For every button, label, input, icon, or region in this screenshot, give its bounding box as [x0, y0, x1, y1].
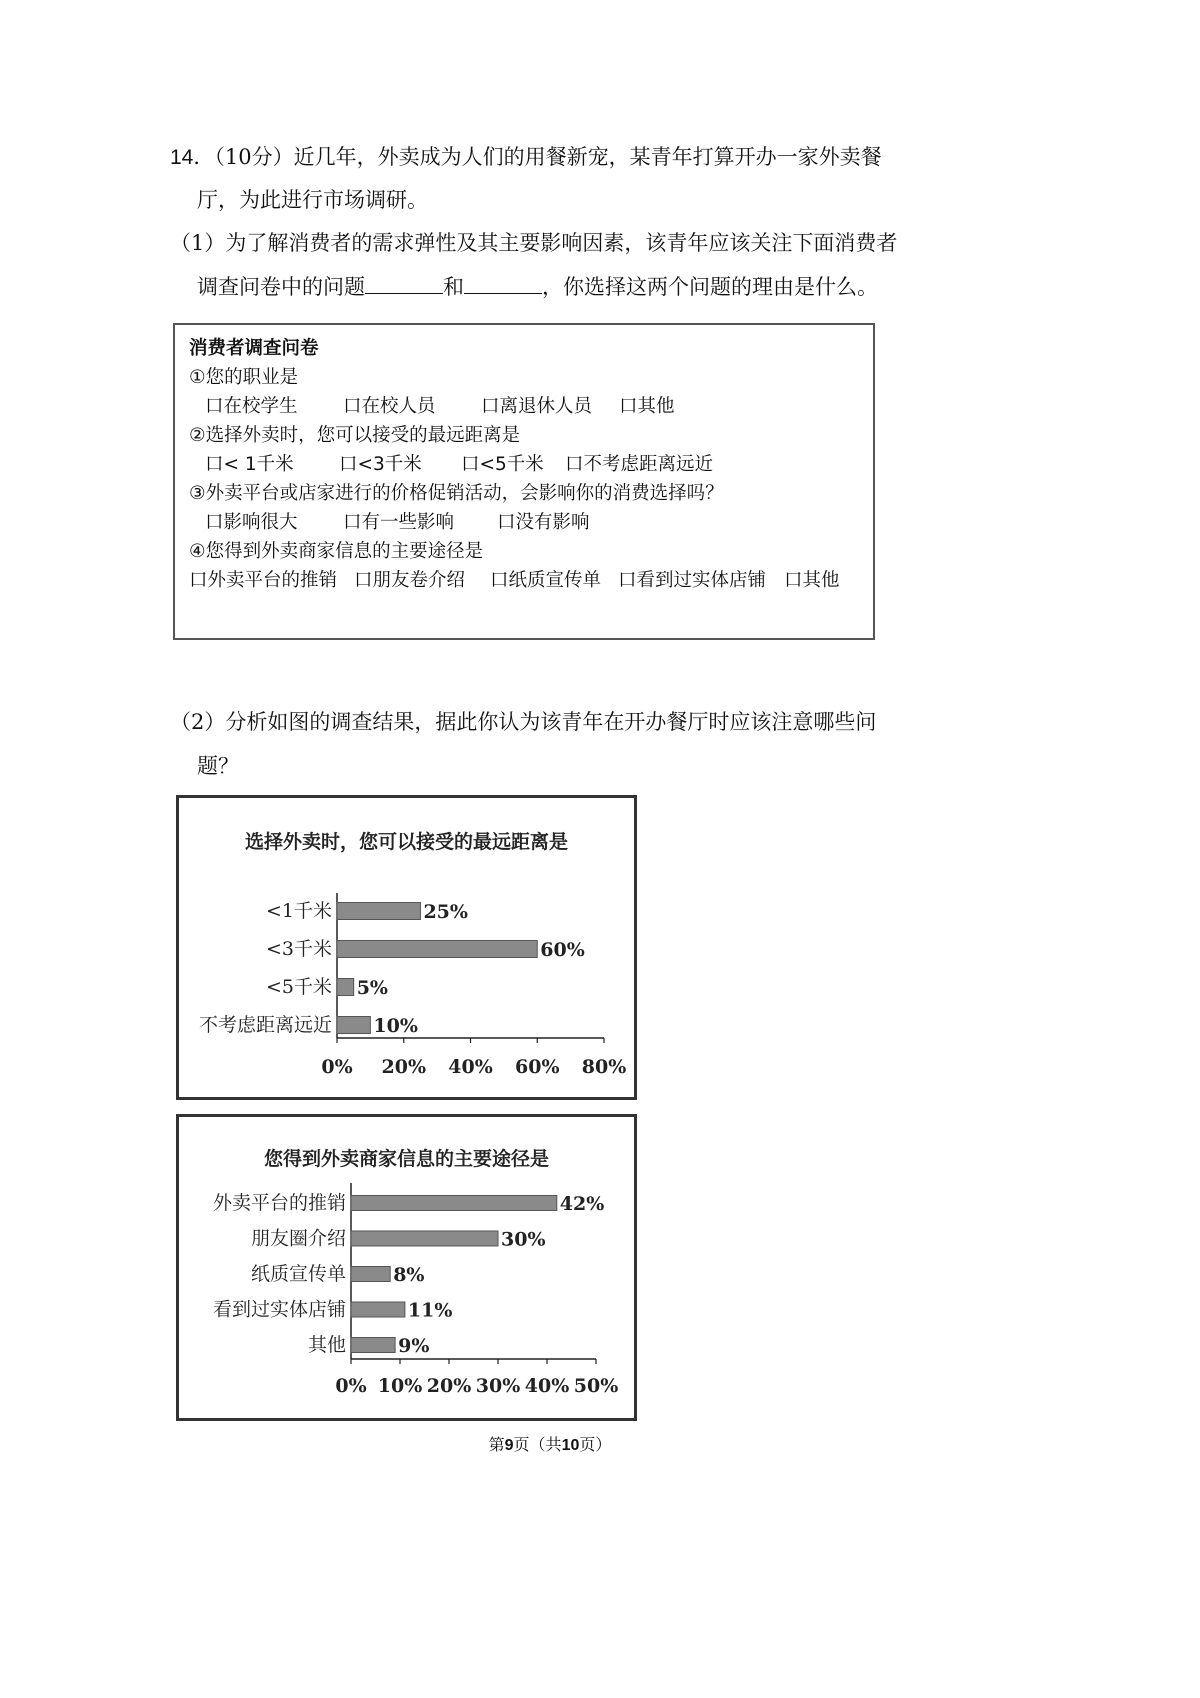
page-total: 10	[561, 1437, 580, 1454]
bar	[337, 979, 354, 996]
option: 口其他	[784, 570, 840, 591]
option: 口在校学生	[205, 396, 298, 417]
bar	[351, 1267, 390, 1282]
option: 口离退休人员	[481, 396, 593, 417]
bar-value-label: 5%	[356, 977, 388, 999]
question-header	[170, 143, 882, 172]
page-footer	[0, 1432, 1100, 1455]
info-channel-chart	[176, 1114, 637, 1421]
bar-value-label: 42%	[559, 1193, 605, 1215]
bar	[337, 903, 420, 920]
questionnaire-q4-options	[189, 569, 840, 593]
x-tick-label: 30%	[475, 1375, 521, 1397]
footer-text: 第	[488, 1435, 505, 1454]
part2-line-1: （2）分析如图的调查结果，据此你认为该青年在开办餐厅时应该注意哪些问	[170, 710, 877, 734]
x-tick-label: 50%	[573, 1375, 619, 1397]
questionnaire-q1: ①您的职业是	[189, 367, 299, 388]
x-tick-label: 80%	[581, 1056, 627, 1078]
answer-blank-2[interactable]	[464, 273, 542, 294]
option: 口有一些影响	[343, 512, 455, 533]
questionnaire-q4: ④您得到外卖商家信息的主要途径是	[189, 541, 484, 562]
category-label: <5千米	[265, 976, 332, 998]
option: 口没有影响	[497, 512, 590, 533]
x-tick-label: 20%	[381, 1056, 426, 1078]
bar	[337, 941, 537, 958]
bar-value-label: 11%	[407, 1299, 453, 1322]
chart-title: 选择外卖时，您可以接受的最远距离是	[244, 831, 569, 853]
question-line-2: 厅，为此进行市场调研。	[197, 188, 428, 212]
questionnaire-q3-options	[205, 511, 590, 535]
category-label: 看到过实体店铺	[212, 1298, 346, 1321]
option: 口影响很大	[205, 512, 298, 533]
category-label: 不考虑距离远近	[198, 1014, 332, 1036]
question-number: 14．	[170, 146, 215, 169]
questionnaire-box	[173, 323, 875, 640]
chart-svg	[179, 1117, 634, 1418]
questionnaire-q3: ③外卖平台或店家进行的价格促销活动，会影响你的消费选择吗？	[189, 483, 724, 504]
x-tick-label: 0%	[335, 1375, 367, 1397]
x-tick-label: 40%	[524, 1375, 570, 1397]
option: 口在校人员	[343, 396, 436, 417]
chart-title: 您得到外卖商家信息的主要途径是	[263, 1148, 550, 1170]
part1-text-b: 和	[443, 275, 464, 299]
footer-text: 页（共	[513, 1435, 562, 1454]
questionnaire-title: 消费者调查问卷	[189, 338, 319, 359]
bar	[351, 1231, 498, 1246]
part1-text-c: ，你选择这两个问题的理由是什么。	[542, 275, 878, 299]
bar-value-label: 30%	[501, 1228, 546, 1251]
part1-text-a: 调查问卷中的问题	[197, 275, 365, 299]
category-label: 外卖平台的推销	[212, 1192, 346, 1214]
option: 口其他	[619, 396, 675, 417]
x-tick-label: 20%	[426, 1375, 472, 1397]
option: 口外卖平台的推销	[189, 570, 338, 591]
bar-value-label: 8%	[393, 1264, 425, 1286]
option: 口<5千米	[461, 454, 544, 475]
x-tick-label: 0%	[321, 1056, 353, 1078]
part1-line-1: （1）为了解消费者的需求弹性及其主要影响因素，该青年应该关注下面消费者	[170, 231, 898, 255]
questionnaire-q2-options	[205, 453, 713, 477]
option: 口朋友卷介绍	[354, 570, 466, 591]
bar-value-label: 25%	[423, 901, 468, 923]
x-tick-label: 10%	[377, 1375, 423, 1397]
option: 口纸质宣传单	[490, 570, 602, 591]
x-tick-label: 40%	[448, 1056, 493, 1078]
bar	[337, 1017, 370, 1034]
answer-blank-1[interactable]	[365, 273, 443, 294]
bar	[351, 1338, 395, 1353]
category-label: <1千米	[265, 900, 332, 922]
questionnaire-q1-options	[205, 395, 675, 419]
option: 口< 1千米	[205, 454, 294, 475]
category-label: 纸质宣传单	[250, 1263, 346, 1285]
option: 口<3千米	[339, 454, 422, 475]
chart-svg	[179, 798, 634, 1097]
page-number: 9	[504, 1437, 514, 1454]
questionnaire-q2: ②选择外卖时，您可以接受的最远距离是	[189, 425, 521, 446]
category-label: <3千米	[265, 938, 332, 960]
question-line-1: （10分）近几年，外卖成为人们的用餐新宠，某青年打算开办一家外卖餐	[214, 145, 882, 169]
distance-chart	[176, 795, 637, 1100]
bar-value-label: 10%	[373, 1015, 418, 1037]
footer-text: 页）	[579, 1435, 612, 1454]
bar	[351, 1196, 557, 1211]
part2-line-2: 题？	[197, 754, 239, 778]
bar-value-label: 60%	[540, 939, 585, 961]
x-tick-label: 60%	[515, 1056, 560, 1078]
bar-value-label: 9%	[398, 1335, 430, 1357]
bar	[351, 1302, 405, 1317]
category-label: 其他	[307, 1334, 346, 1356]
option: 口看到过实体店铺	[618, 570, 767, 591]
category-label: 朋友圈介绍	[250, 1227, 346, 1250]
option: 口不考虑距离远近	[565, 454, 714, 475]
part1-line-2	[197, 273, 878, 301]
